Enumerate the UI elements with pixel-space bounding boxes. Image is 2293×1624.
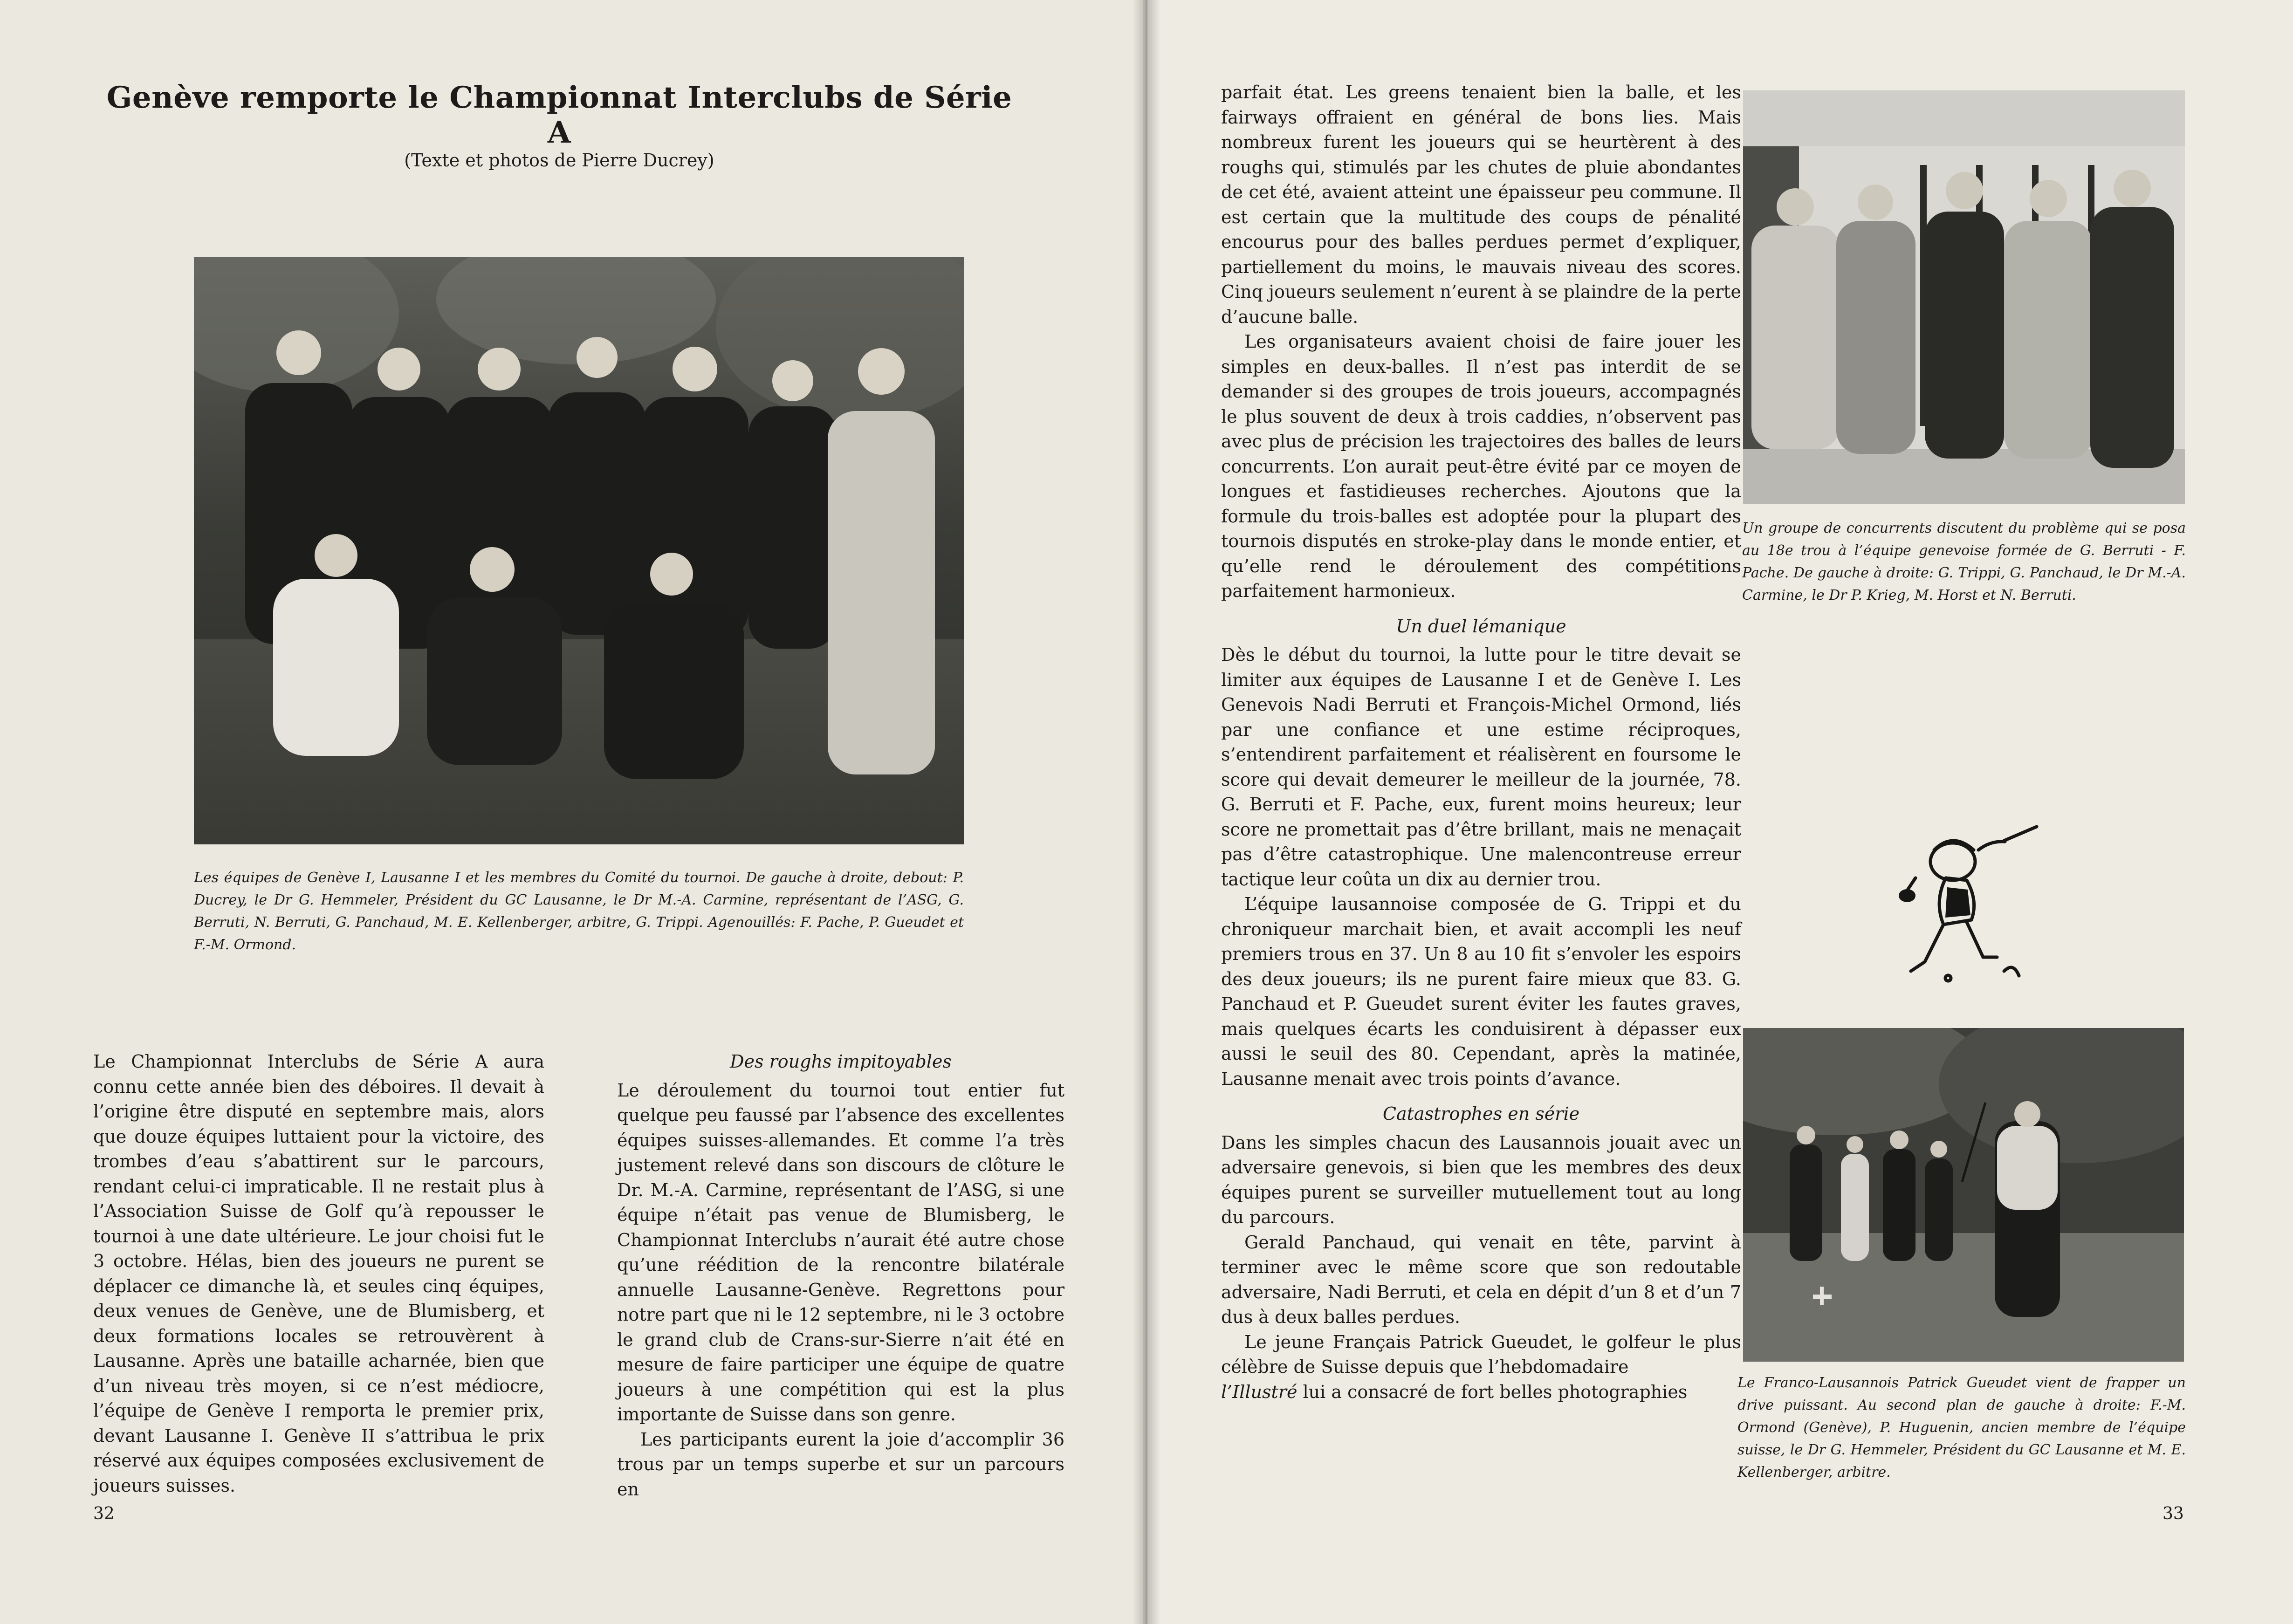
right-paragraph: Les organisateurs avaient choisi de faire jouer les simples en deux-balles. Il n’est pas interdit de se demander si des groupes de trois joueurs, accompagnés le plus souvent de deux à trois caddies, n’observent pas avec plus de précision les trajectoires des balles de leurs concurrents. L’on aurait peut-être évité par ce moyen de longues et fastidieuses recherches. Ajoutons que la formule du trois-balles est adoptée pour la plupart des tournois disputés en stroke-play dans le monde entier, et qu’elle rend le déroulement des compétitions parfaitement harmonieux. xyxy=(1221,331,1741,601)
right-page xyxy=(1147,0,2293,1624)
golfer-cartoon-drawing xyxy=(1897,822,2046,999)
right-paragraph: Dès le début du tournoi, la lutte pour le titre devait se limiter aux équipes de Lausanne I et de Genève I. Les Genevois Nadi Berruti et François-Michel Ormond, liés par une confiance et une estime réciproques, s’entendirent parfaitement et réalisèrent en foursome le score qui devait demeurer le meilleur de la journée, 78. G. Berruti et F. Pache, eux, furent moins heureux; leur score ne promettait pas d’être brillant, mais ne menaçait pas d’être catastrophique. Une malencontreuse erreur tactique leur coûta un dix au dernier trou. xyxy=(1221,644,1741,890)
right-paragraph: L’équipe lausannoise composée de G. Trippi et du chroniqueur marchait bien, et avait accompli les neuf premiers trous en 37. Un 8 au 10 fit s’envoler les espoirs des deux joueurs; ils ne purent faire mieux que 83. G. Panchaud et P. Gueudet surent éviter les fautes graves, mais quelques écarts les conduisirent à dépasser eux aussi le seuil des 80. Cependant, après la matinée, Lausanne menait avec trois points d’avance. xyxy=(1221,894,1741,1089)
column-2-paragraph: Le déroulement du tournoi tout entier fut quelque peu faussé par l’absence des excellentes équipes suisses-allemandes. Et comme l’a très justement relevé dans son discours de clôture le Dr. M.-A. Carmine, représentant de l’ASG, si une équipe n’était pas venue de Blumisberg, le Championnat Interclubs n’aurait été autre chose qu’une réédition de la rencontre bilatérale annuelle Lausanne-Genève. Regrettons pour notre part que ni le 12 septembre, ni le 3 octobre le grand club de Crans-sur-Sierre n’ait été en mesure de faire participer une équipe de quatre joueurs à une compétition qui est la plus importante de Suisse dans son genre. xyxy=(617,1080,1064,1425)
right-paragraph: parfait état. Les greens tenaient bien la balle, et les fairways offraient en général de bons lies. Mais nombreux furent les joueurs qui se heurtèrent à des roughs qui, stimulés par les chutes de pluie abondantes de cet été, avaient atteint une épaisseur peu commune. Il est certain que la multitude des coups de pénalité encourus pour des balles perdues permet d’expliquer, partiellement du moins, le mauvais niveau des scores. Cinq joueurs seulement n’eurent à se plaindre de la perte d’aucune balle. xyxy=(1221,82,1741,327)
subheading-duel: Un duel lémanique xyxy=(1396,616,1566,637)
last-line-text: lui a consacré de fort belles photographies xyxy=(1297,1381,1688,1402)
golfer-drive-photo xyxy=(1743,1028,2184,1362)
discussion-photo-caption: Un groupe de concurrents discutent du problème qui se posa au 18e trou à l’équipe genevoise formée de G. Berruti - F. Pache. De gauche à droite: G. Trippi, G. Panchaud, le Dr M.-A. Carmine, le Dr P. Krieg, M. Horst et N. Berruti. xyxy=(1742,520,2186,603)
golfer-drive-photo-caption: Le Franco-Lausannois Patrick Gueudet vient de frapper un drive puissant. Au second plan de gauche à droite: F.-M. Ormond (Genève), P. Huguenin, ancien membre de l’équipe suisse, le Dr G. Hemmeler, Président du GC Lausanne et M. E. Kellenberger, arbitre. xyxy=(1737,1375,2186,1480)
right-paragraph: Dans les simples chacun des Lausannois jouait avec un adversaire genevois, si bien que les membres des deux équipes purent se surveiller mutuellement tout au long du parcours. xyxy=(1221,1132,1741,1227)
left-page xyxy=(0,0,1143,1624)
column-2-paragraph: Les participants eurent la joie d’accomplir 36 trous par un temps superbe et sur un parcours en xyxy=(617,1429,1064,1500)
discussion-group-photo xyxy=(1743,90,2185,504)
column-1-paragraph: Le Championnat Interclubs de Série A aura connu cette année bien des déboires. Il devait à l’origine être disputé en septembre mais, alors que douze équipes luttaient pour la victoire, des trombes d’eau s’abattirent sur le parcours, rendant celui-ci impraticable. Il ne restait plus à l’Association Suisse de Golf qu’à repousser le tournoi à une date ultérieure. Le jour choisi fut le 3 octobre. Hélas, bien des joueurs ne purent se déplacer ce dimanche là, et seules cinq équipes, deux venues de Genève, une de Blumisberg, et deux formations locales se retrouvèrent à Lausanne. Après une bataille acharnée, bien que d’un niveau très moyen, si ce n’est médiocre, l’équipe de Genève I remporta le premier prix, devant Lausanne I. Genève II s’attribua le prix réservé aux équipes composées exclusivement de joueurs suisses. xyxy=(93,1051,544,1496)
book-gutter xyxy=(1133,0,1160,1624)
article-byline: (Texte et photos de Pierre Ducrey) xyxy=(404,150,714,171)
article-title: Genève remporte le Championnat Interclubs de Série A xyxy=(106,80,1012,150)
golfer-cartoon-illustration xyxy=(1897,822,2046,999)
page-number-right: 33 xyxy=(2163,1504,2184,1523)
discussion-group-photo-image xyxy=(1743,90,2185,504)
page-number-left: 32 xyxy=(93,1504,115,1523)
article-column-1 xyxy=(93,1049,544,1498)
subheading-catastrophes: Catastrophes en série xyxy=(1382,1103,1580,1124)
subheading-roughs: Des roughs impitoyables xyxy=(730,1051,952,1072)
magazine-name: l’Illustré xyxy=(1221,1381,1298,1402)
team-photo-caption: Les équipes de Genève I, Lausanne I et les membres du Comité du tournoi. De gauche à droite, debout: P. Ducrey, le Dr G. Hemmeler, Président du GC Lausanne, le Dr M.-A. Carmine, représentant de l’ASG, G. Berruti, N. Berruti, G. Panchaud, M. E. Kellenberger, arbitre, G. Trippi. Agenouillés: F. Pache, P. Gueudet et F.-M. Ormond. xyxy=(194,870,964,953)
team-group-photo-image xyxy=(194,257,964,844)
right-article-column xyxy=(1221,80,1741,1405)
right-paragraph: Gerald Panchaud, qui venait en tête, parvint à terminer avec le même score que son redoutable adversaire, Nadi Berruti, et cela en dépit d’un 8 et d’un 7 dus à deux balles perdues. xyxy=(1221,1232,1741,1327)
team-group-photo xyxy=(194,257,964,844)
right-paragraph-last-line xyxy=(1221,1380,1741,1405)
article-column-2 xyxy=(617,1049,1064,1502)
golfer-drive-photo-image xyxy=(1743,1028,2184,1362)
right-paragraph: Le jeune Français Patrick Gueudet, le golfeur le plus célèbre de Suisse depuis que l’hebdomadaire xyxy=(1221,1331,1741,1377)
